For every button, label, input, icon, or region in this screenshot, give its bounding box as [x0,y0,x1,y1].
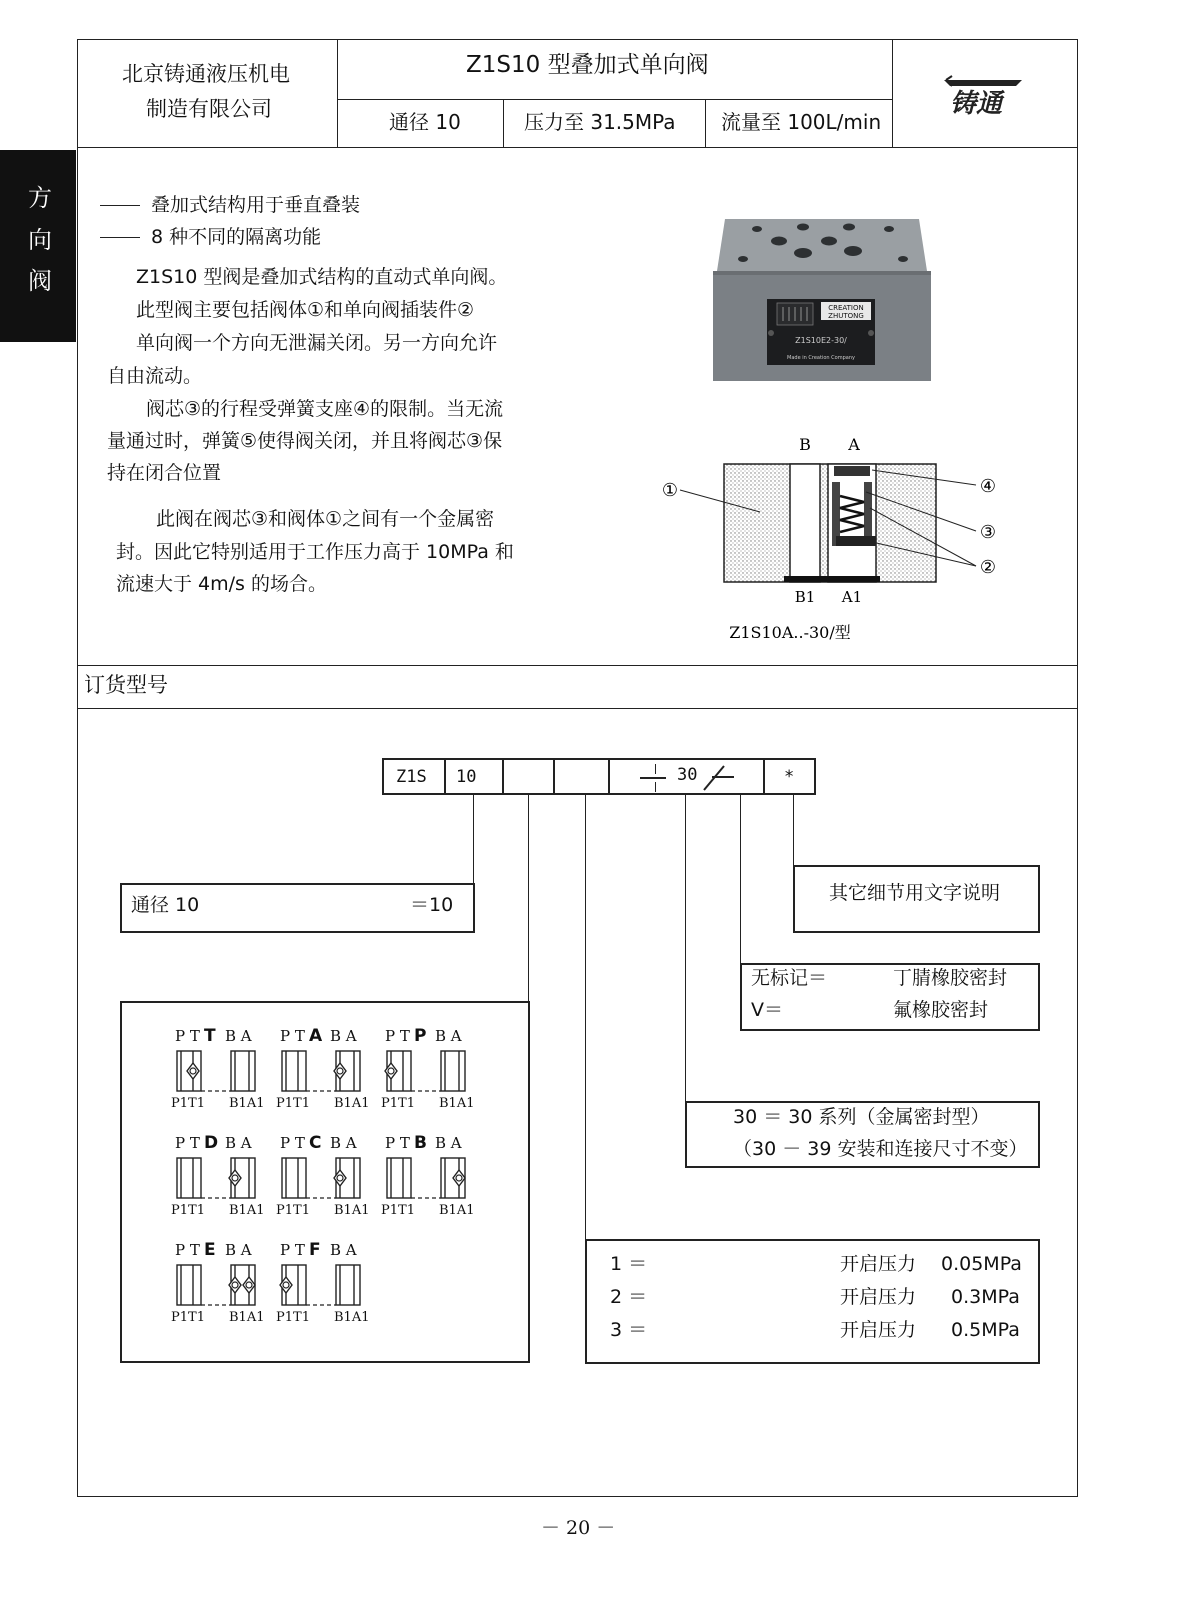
symbol-T-ports-right: B A [225,1027,252,1045]
pressure-row-1-value: 0.05MPa [941,1253,1022,1275]
svg-text:A1: A1 [841,588,863,606]
symbol-T-check-seat-1 [190,1068,196,1074]
bullet-dash-1 [100,205,140,206]
pressure-row-3-value: 0.5MPa [951,1319,1020,1341]
spec-flow: 流量至 100L/min [721,110,882,134]
symbol-E-ports-right: B A [225,1241,252,1259]
symbol-B-ports-bottom-left: P1T1 [381,1203,415,1218]
header-bottom-rule [77,147,1078,148]
symbol-P-letter: P [414,1026,427,1046]
header-mid-rule [337,99,892,100]
symbol-B-ports-right: B A [435,1134,462,1152]
symbol-F-ports-bottom-right: B1A1 [334,1310,370,1325]
diameter-value: ＝10 [410,894,454,916]
symbol-E-letter: E [204,1240,216,1260]
symbol-D-ports-bottom-left: P1T1 [171,1203,205,1218]
svg-text:CREATION: CREATION [828,304,864,312]
symbol-C-letter: C [309,1133,322,1153]
symbol-C-ports-left: P T [280,1134,305,1152]
other-details-text: 其它细节用文字说明 [829,882,1001,904]
symbol-C-check-seat-2 [337,1175,343,1181]
seal-none-value: 丁腈橡胶密封 [893,967,1008,989]
order-code-strip [382,758,816,795]
spec-pressure: 压力至 31.5MPa [524,110,676,134]
pressure-row-2-value: 0.3MPa [951,1286,1020,1308]
pressure-row-1-key: 1 ＝ [610,1253,648,1275]
code-divider-2 [502,758,504,795]
symbol-F-check-seat-0 [283,1282,289,1288]
symbol-F-ports-bottom-left: P1T1 [276,1310,310,1325]
header-spec-divider-2 [705,99,706,147]
seal-v-value: 氟橡胶密封 [893,999,989,1021]
feature-bullet-2: 8 种不同的隔离功能 [151,226,322,248]
symbol-T-ports-bottom-right: B1A1 [229,1096,265,1111]
header-divider-left [337,39,338,147]
company-name-line1: 北京铸通液压机电 [122,62,290,86]
svg-text:Made in Creation Company: Made in Creation Company [787,355,855,361]
series-line-2: （30 － 39 安装和连接尺寸不变） [733,1138,1028,1160]
symbol-C-ports-right: B A [330,1134,357,1152]
code-slash [702,762,738,792]
function-symbols [122,1003,528,1361]
svg-text:Z1S10E2-30/: Z1S10E2-30/ [795,336,847,345]
symbol-C-ports-bottom-left: P1T1 [276,1203,310,1218]
symbol-D-ports-left: P T [175,1134,200,1152]
side-tab-char-2: 向 [28,226,52,254]
page-number: － 20 － [541,1517,616,1539]
code-cell-version: 30 [677,765,698,785]
desc-p3-line2: 封。因此它特别适用于工作压力高于 10MPa 和 [116,541,514,563]
feature-bullet-1: 叠加式结构用于垂直叠装 [151,194,361,216]
order-section-bottom-rule [77,708,1078,709]
seal-v-key: V＝ [751,999,783,1021]
symbol-C-ports-bottom-right: B1A1 [334,1203,370,1218]
symbol-D-letter: D [204,1133,219,1153]
pressure-row-2-label: 开启压力 [840,1286,917,1308]
svg-text:④: ④ [979,476,997,497]
symbol-P-ports-bottom-right: B1A1 [439,1096,475,1111]
diameter-label: 通径 10 [131,894,200,916]
side-tab-char-3: 阀 [28,267,52,295]
symbol-D-ports-bottom-right: B1A1 [229,1203,265,1218]
side-tab-char-1: 方 [28,184,52,212]
symbol-P-check-seat-0 [388,1068,394,1074]
symbol-P-ports-right: B A [435,1027,462,1045]
symbol-P-ports-left: P T [385,1027,410,1045]
company-name-line2: 制造有限公司 [146,97,272,121]
svg-text:ZHUTONG: ZHUTONG [828,312,864,320]
header-spec-divider-1 [503,99,504,147]
leader-function [528,795,529,1001]
symbol-P-ports-bottom-left: P1T1 [381,1096,415,1111]
symbol-T-letter: T [204,1026,216,1046]
leader-size [473,795,474,883]
order-section-top-rule [77,665,1078,666]
symbol-T-ports-bottom-left: P1T1 [171,1096,205,1111]
symbol-A-letter: A [309,1026,323,1046]
symbol-F-ports-left: P T [280,1241,305,1259]
leader-pressure [585,795,586,1239]
symbol-A-ports-right: B A [330,1027,357,1045]
product-title: Z1S10 型叠加式单向阀 [466,52,709,78]
pressure-row-1-label: 开启压力 [840,1253,917,1275]
svg-text:B1: B1 [794,588,816,606]
code-dash-left [640,777,666,779]
pressure-row-3-label: 开启压力 [840,1319,917,1341]
svg-text:B: B [799,435,811,454]
svg-text:Z1S10A..-30/型: Z1S10A..-30/型 [729,623,851,642]
symbol-A-ports-bottom-left: P1T1 [276,1096,310,1111]
desc-p3-line1: 此阀在阀芯③和阀体①之间有一个金属密 [156,508,495,530]
desc-p2-line2: 量通过时，弹簧⑤使得阀关闭，并且将阀芯③保 [107,430,503,452]
symbol-A-check-seat-2 [337,1068,343,1074]
desc-p2-line1: 阀芯③的行程受弹簧支座④的限制。当无流 [146,398,504,420]
svg-text:A: A [848,435,860,454]
symbol-T-ports-left: P T [175,1027,200,1045]
symbol-E-check-seat-3 [246,1282,252,1288]
seal-none-key: 无标记＝ [751,967,828,989]
code-divider-5 [763,758,765,795]
symbol-D-ports-right: B A [225,1134,252,1152]
symbol-A-ports-left: P T [280,1027,305,1045]
series-line-1: 30 ＝ 30 系列（金属密封型） [733,1106,990,1128]
spec-diameter: 通径 10 [389,110,461,134]
desc-p1-line3: 单向阀一个方向无泄漏关闭。另一方向允许 [136,332,498,354]
pressure-row-3-key: 3 ＝ [610,1319,648,1341]
desc-p1-line4: 自由流动。 [107,365,203,387]
symbol-A-ports-bottom-right: B1A1 [334,1096,370,1111]
code-divider-3 [553,758,555,795]
symbol-B-ports-left: P T [385,1134,410,1152]
code-divider-4 [608,758,610,795]
svg-text:②: ② [979,557,997,578]
header-divider-right [892,39,893,147]
order-section-title: 订货型号 [84,673,168,697]
svg-text:铸通: 铸通 [950,89,1003,118]
product-photo [713,213,931,383]
symbol-D-check-seat-2 [232,1175,238,1181]
code-tick-left [655,764,656,774]
symbol-E-ports-left: P T [175,1241,200,1259]
pressure-row-2-key: 2 ＝ [610,1286,648,1308]
valve-section-diagram [650,432,1010,647]
symbol-E-ports-bottom-left: P1T1 [171,1310,205,1325]
svg-text:③: ③ [979,522,997,543]
symbol-B-check-seat-3 [456,1175,462,1181]
leader-seal [740,795,741,963]
code-divider-1 [444,758,446,795]
code-cell-series: Z1S [396,767,427,787]
symbol-B-ports-bottom-right: B1A1 [439,1203,475,1218]
svg-text:①: ① [661,480,679,501]
symbol-F-letter: F [309,1240,321,1260]
desc-p2-line3: 持在闭合位置 [107,462,222,484]
symbol-B-letter: B [414,1133,427,1153]
leader-other [793,795,794,865]
code-cell-size: 10 [456,767,477,787]
bullet-dash-2 [100,237,140,238]
desc-p3-line3: 流速大于 4m/s 的场合。 [116,573,327,595]
code-cell-other: * [784,767,795,787]
desc-p1-line2: 此型阀主要包括阀体①和单向阀插装件② [136,299,475,321]
symbol-E-ports-bottom-right: B1A1 [229,1310,265,1325]
code-tick-left-low [655,782,656,792]
company-logo [940,74,1030,118]
desc-p1-line1: Z1S10 型阀是叠加式结构的直动式单向阀。 [136,266,508,288]
symbol-E-check-seat-2 [232,1282,238,1288]
symbol-F-ports-right: B A [330,1241,357,1259]
leader-version [685,795,686,1101]
